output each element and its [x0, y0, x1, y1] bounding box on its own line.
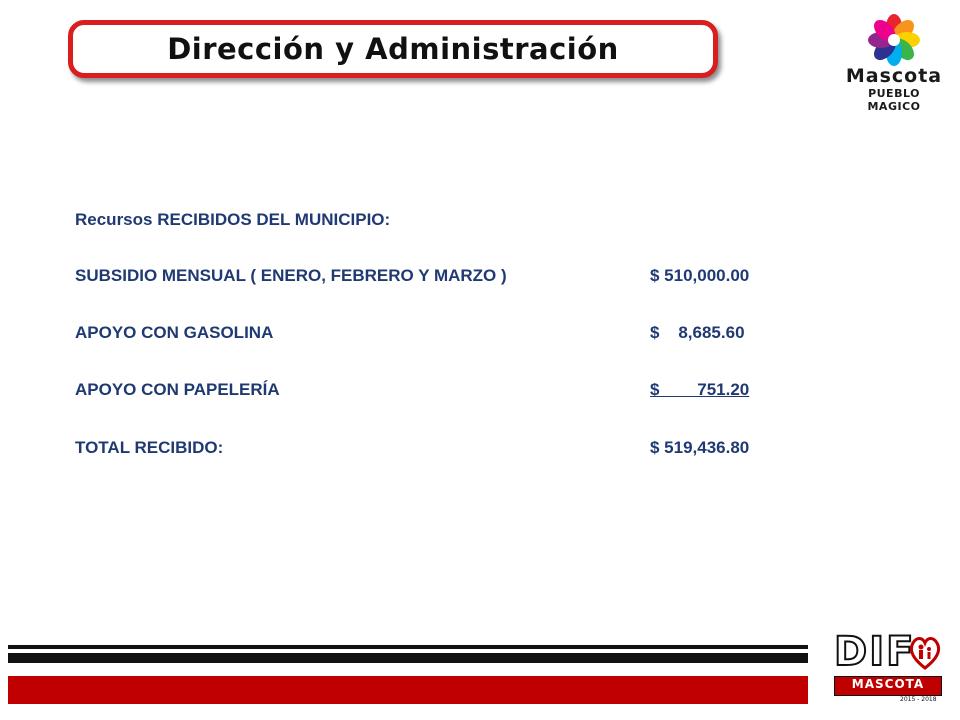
page-title: Dirección y Administración [167, 32, 619, 66]
footer-stripe-thin [8, 645, 808, 649]
heart-family-icon [908, 632, 942, 672]
item-amount: $ 8,685.60 [650, 323, 745, 342]
dif-logo-text: DIF [834, 629, 916, 675]
list-item [75, 266, 835, 290]
item-amount: $ 510,000.00 [650, 266, 750, 285]
item-amount: $ 751.20 [650, 380, 750, 399]
mascota-logo [842, 14, 946, 113]
footer-stripe-thick [8, 653, 808, 663]
item-label: SUBSIDIO MENSUAL ( ENERO, FEBRERO Y MARZO ) [75, 266, 507, 285]
section-heading: Recursos RECIBIDOS DEL MUNICIPIO: [75, 210, 391, 229]
list-item [75, 380, 835, 404]
list-item [75, 323, 835, 347]
footer-stripe-red [8, 676, 808, 704]
dif-logo-years: 2015 - 2018 [900, 696, 937, 703]
dif-logo [830, 630, 948, 702]
mascota-logo-text: Mascota [845, 65, 943, 87]
total-row [75, 438, 835, 462]
total-amount: $ 519,436.80 [650, 438, 750, 457]
dif-logo-band: MASCOTA [834, 676, 942, 696]
item-label: APOYO CON PAPELERÍA [75, 380, 280, 399]
mascota-flower-icon [842, 14, 946, 70]
title-banner [68, 20, 718, 78]
total-label: TOTAL RECIBIDO: [75, 438, 224, 457]
mascota-logo-subtitle: PUEBLO MAGICO [867, 87, 921, 113]
item-label: APOYO CON GASOLINA [75, 323, 274, 342]
